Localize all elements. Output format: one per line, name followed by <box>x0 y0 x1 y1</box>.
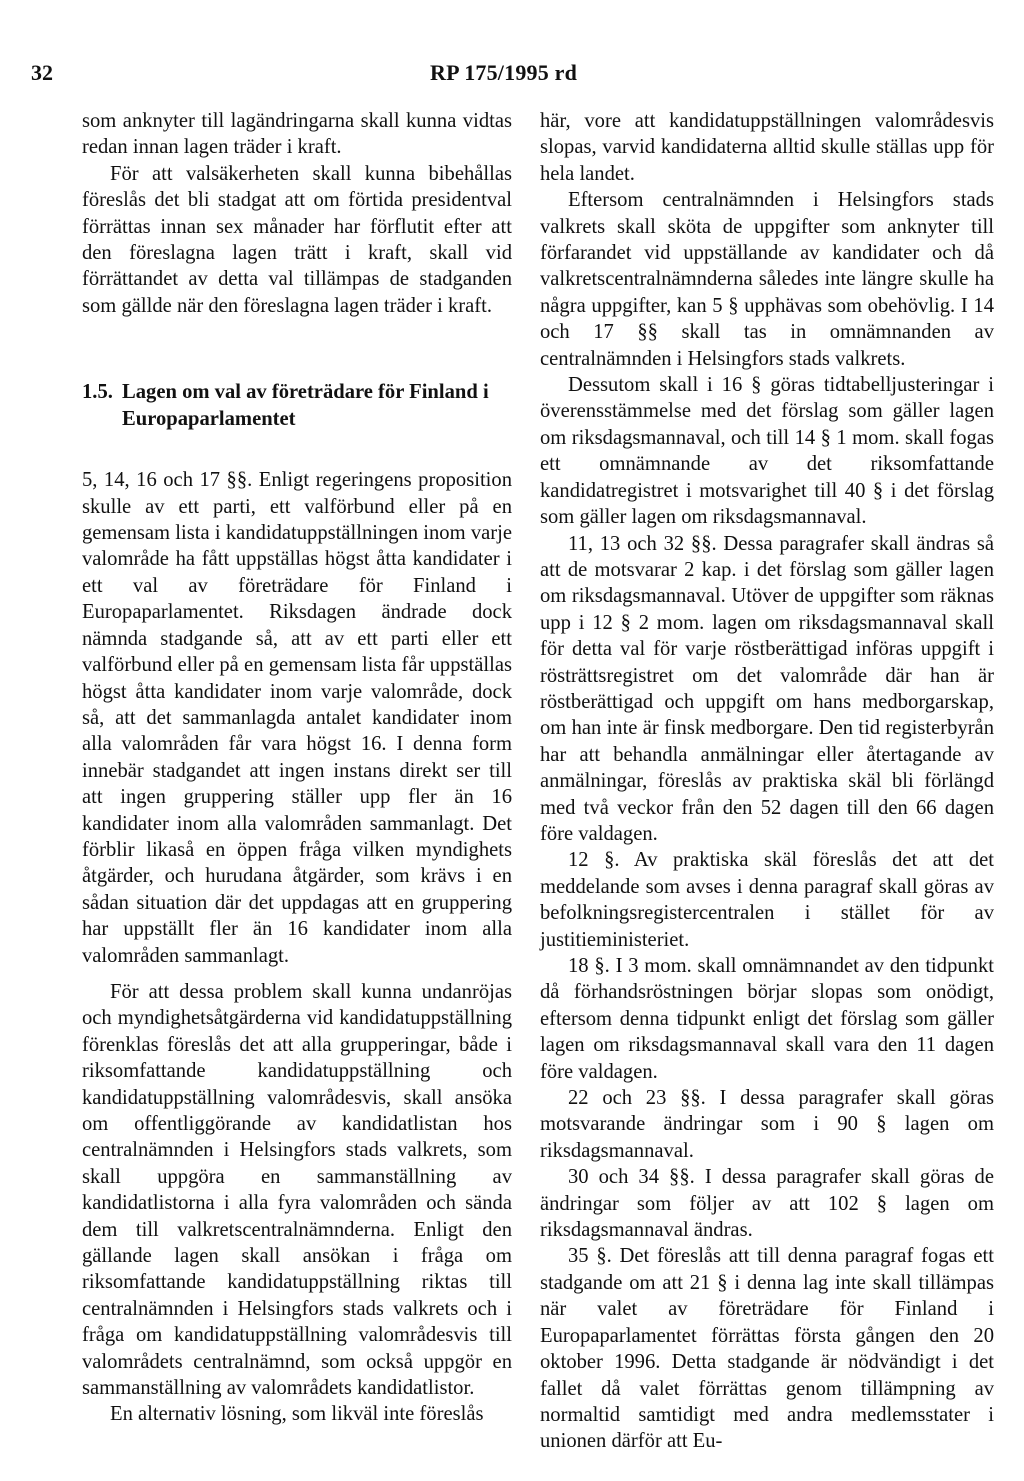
paragraph: Eftersom centralnämnden i Helsingfors stads valkrets skall sköta de uppgifter som anknyter till förfarandet vid uppställande av kandidater och då valkretscentralnämnderna således inte längre skulle ha några uppgifter, kan 5 § upphävas som obehövlig. I 14 och 17 §§ skall tas in omnämnanden av centralnämnden i Helsingfors stads valkrets. <box>540 189 994 370</box>
left-column <box>82 108 512 1428</box>
paragraph: För att dessa problem skall kunna undanröjas och myndighetsåtgärderna vid kandidatuppställning förenklas föreslås det att alla grupperingar, både i riksomfattande kandidatuppställning och kandidatuppställning valområdesvis, skall ansöka om offentliggörande av kandidatlistan hos centralnämnden i Helsingfors stads valkrets, som skall uppgöra en sammanställning av kandidatlistorna i alla fyra valområden och sända dem till valkretscentralnämnderna. Enligt den gällande lagen skall ansökan i fråga om riksomfattande kandidatuppställning riktas till centralnämnden i Helsingfors stads valkrets och i fråga om kandidatuppställning valområdesvis till valområdets centralnämnd, som också uppgör en sammanställning av valområdets kandidatlistor. <box>82 980 512 1400</box>
paragraph: 30 och 34 §§. I dessa paragrafer skall göras de ändringar som följer av att 102 § lagen om riksdagsmannaval ändras. <box>540 1166 994 1242</box>
paragraph: Dessutom skall i 16 § göras tidtabelljusteringar i överensstämmelse med det förslag som gäller lagen om riksdagsmannaval, och till 14 § 1 mom. skall fogas ett omnämnande av det riksomfattande kandidatregistret i motsvarighet till 40 § i det förslag som gäller lagen om riksdagsmannaval. <box>540 374 994 529</box>
section-number: 1.5. <box>82 381 113 404</box>
section-heading <box>82 379 512 433</box>
page-number: 32 <box>31 60 53 85</box>
paragraph: En alternativ lösning, som likväl inte föreslås <box>110 1403 484 1426</box>
right-column <box>540 108 994 1455</box>
paragraph: 18 §. I 3 mom. skall omnämnandet av den tidpunkt då förhandsröstningen börjar slopas som onödigt, eftersom denna tidpunkt enligt det förslag som gäller lagen om riksdagsmannaval skall vara den 11 dagen före valdagen. <box>540 955 994 1083</box>
paragraph: här, vore att kandidatuppställningen valområdesvis slopas, varvid kandidaterna alltid skulle ställas upp för hela landet. <box>540 110 994 185</box>
paragraph: För att valsäkerheten skall kunna bibehållas föreslås det bli stadgat att om förtida presidentval förrättas innan sex månader har förflutit efter att den föreslagna lagen trätt i kraft, skall vid förrättandet av detta val tillämpas de stadganden som gällde när den föreslagna lagen träder i kraft. <box>82 162 512 317</box>
paragraph: som anknyter till lagändringarna skall kunna vidtas redan innan lagen träder i kraft. <box>82 110 512 159</box>
paragraph: 22 och 23 §§. I dessa paragrafer skall göras motsvarande ändringar som i 90 § lagen om riksdagsmannaval. <box>540 1087 994 1162</box>
section-title: Lagen om val av företrädare för Finland i Europaparlamentet <box>122 381 489 431</box>
paragraph: 11, 13 och 32 §§. Dessa paragrafer skall ändras så att de motsvarar 2 kap. i det förslag som gäller lagen om riksdagsmannaval. Utöver de uppgifter som räknas upp i 12 § 2 mom. lagen om riksdagsmannaval skall för detta val för varje röstberättigad införas uppgift i rösträttsregistret om det valområde där han är röstberättigad och uppgift om hans medborgarskap, om han inte är finsk medborgare. Den tid registerbyrån har att behandla anmälningar eller återtagande av anmälningar, föreslås av praktiska skäl bli förlängd med två veckor från den 52 dagen till den 66 dagen före valdagen. <box>540 532 994 845</box>
paragraph: 5, 14, 16 och 17 §§. Enligt regeringens proposition skulle av ett parti, ett valförbund eller på en gemensam lista i kandidatuppställningen inom varje valområde ha fått uppställas högst åtta kandidater i ett val av företrädare för Finland i Europaparlamentet. Riksdagen ändrade dock nämnda stadgande så, att av ett parti eller ett valförbund eller på en gemensam lista får uppställas högst åtta kandidater inom varje valområde, dock så, att det sammanlagda antalet kandidater inom alla valområden får vara högst 16. I denna form innebär stadgandet att ingen instans direkt ser till att ingen gruppering ställer upp fler än 16 kandidater inom alla valområden sammanlagt. Det förblir likaså en öppen fråga vilken myndighets åtgärder, och hurudana åtgärder, som krävs i en sådan situation där det uppdagas att en gruppering har uppställt fler än 16 kandidater inom alla valområden sammanlagt. <box>82 469 512 967</box>
running-head: RP 175/1995 rd <box>430 60 578 85</box>
paragraph: 35 §. Det föreslås att till denna paragraf fogas ett stadgande om att 21 § i denna lag inte skall tillämpas när valet av företrädare för Finland i Europaparlamentet förrättas första gången den 20 oktober 1996. Detta stadgande är nödvändigt i det fallet då valet förrättas genom tillämpning av normaltid samtidigt med andra medlemsstater i unionen därför att Eu- <box>540 1245 994 1453</box>
paragraph: 12 §. Av praktiska skäl föreslås det att det meddelande som avses i denna paragraf skall göras av befolkningsregistercentralen i stället för av justitieministeriet. <box>540 849 994 951</box>
